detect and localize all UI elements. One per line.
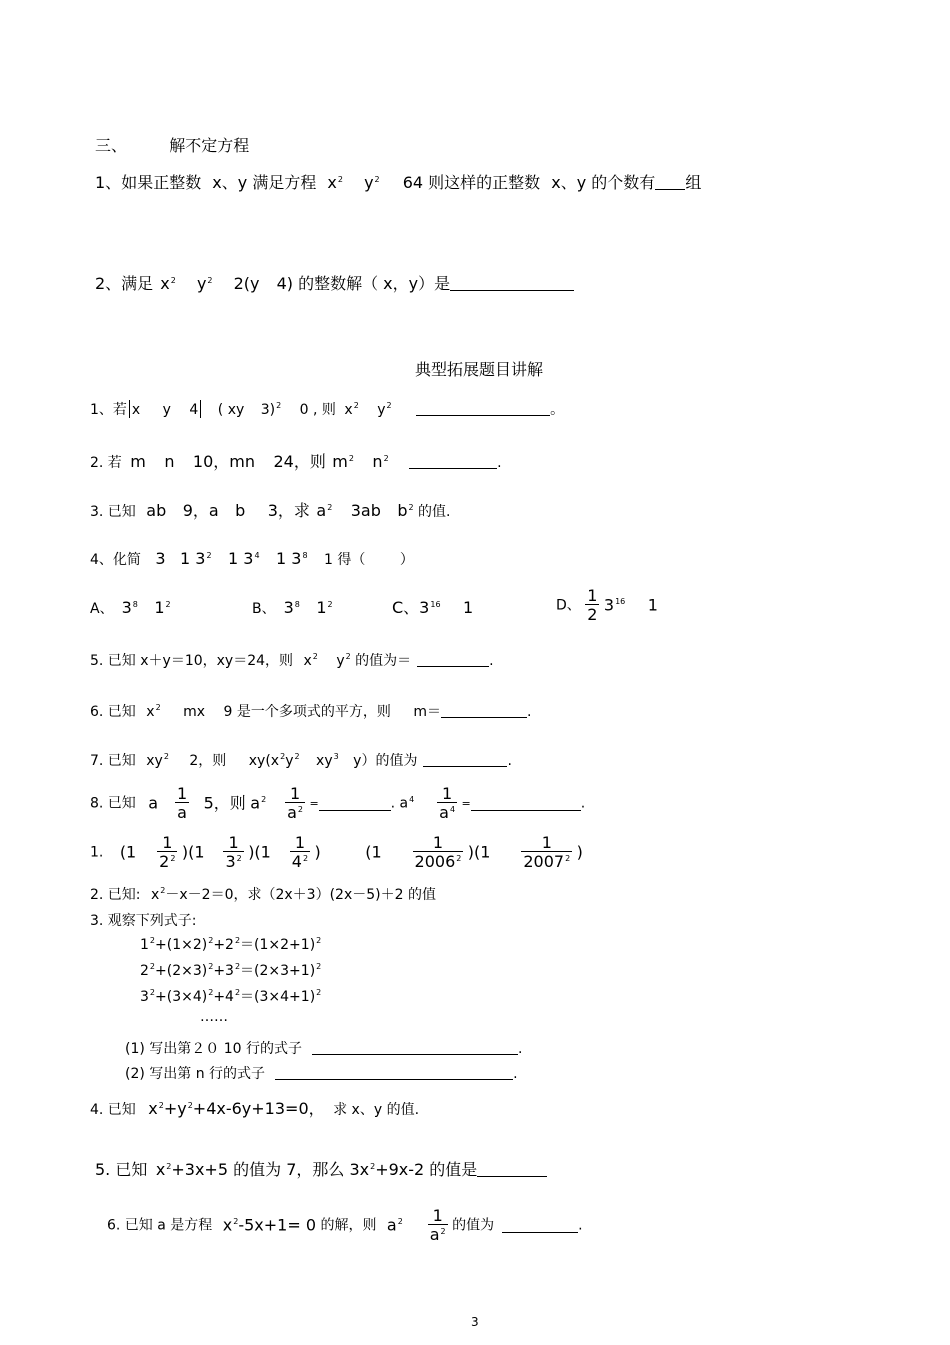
- answer-blank[interactable]: [441, 703, 527, 718]
- answer-blank[interactable]: [319, 796, 391, 811]
- fraction: $\frac{1}{2006^2}$: [414, 833, 462, 871]
- fraction: $\frac{1}{a^4}$: [439, 784, 456, 822]
- answer-blank[interactable]: [417, 652, 489, 667]
- option-a: A、 $3^8$ $1^2$: [90, 598, 171, 617]
- fraction: $\frac{1}{2007^2}$: [523, 833, 571, 871]
- ext-q2: 2. 若 m n 10，mn 24，则 $m^2$ $n^2$ .: [90, 452, 502, 471]
- problem-2: 2. 已知: $x^2-x-2=0$，求（2x＋3）(2x－5)＋2 的值: [90, 886, 436, 903]
- ext-q3: 3. 已知 ab 9，a b 3，求 $a^2$ 3ab $b^2$ 的值.: [90, 501, 451, 520]
- question-1: 1、如果正整数 x、y 满足方程 $x^2$ $y^2$ 64 则这样的正整数 x、y 的个数有 组: [95, 173, 702, 192]
- fraction: $\frac{1}{2^2}$: [159, 833, 176, 871]
- fraction: $\frac{1}{4^2}$: [291, 833, 309, 871]
- fraction: $\frac{1}{a^2}$: [429, 1206, 446, 1244]
- answer-blank[interactable]: [502, 1218, 578, 1233]
- fraction: $\frac{1}{a^2}$: [287, 784, 303, 822]
- answer-blank[interactable]: [423, 752, 507, 767]
- section-heading: [95, 138, 249, 154]
- option-c: C、$3^{16}$ 1: [392, 598, 474, 617]
- ext-q1: 1、若 x y 4 ( xy 3)$^2$ 0 , 则 $x^2$ $y^2$ 。: [90, 401, 565, 418]
- pattern-row: $2^2+(2\times 3)^2+3^2=(2\times 3+1)^2$: [140, 962, 322, 979]
- subquestion-2: (2) 写出第 n 行的式子 .: [125, 1066, 518, 1082]
- fraction: $\frac{1}{a}$: [176, 784, 188, 822]
- page-number: 3: [471, 1315, 479, 1329]
- subquestion-1: (1) 写出第２０ 10 行的式子 .: [125, 1041, 523, 1057]
- answer-blank[interactable]: [450, 276, 574, 291]
- answer-blank[interactable]: [409, 454, 497, 469]
- fraction: $\frac{1}{3^2}$: [225, 833, 242, 871]
- section-number: 三、: [95, 136, 128, 155]
- ext-q4: 4、化简 3 1 $3^2$ 1 $3^4$ 1 $3^8$ 1 得（ ）: [90, 549, 414, 568]
- answer-blank[interactable]: [275, 1065, 513, 1080]
- pattern-row: $3^2+(3\times 4)^2+4^2=(3\times 4+1)^2$: [140, 988, 322, 1005]
- ext-q6: 6. 已知 $x^2$ mx 9 是一个多项式的平方，则 m＝ .: [90, 703, 532, 720]
- question-2: 2、满足 $x^2$ $y^2$ 2(y 4) 的整数解（ x，y）是: [95, 276, 574, 292]
- fraction: $\frac{1}{2}$: [587, 586, 598, 624]
- ext-q7: 7. 已知 $xy^2$ 2，则 $xy(x^2y^2$ $xy^3$ y）的值为 .: [90, 752, 512, 769]
- extension-title: 典型拓展题目讲解: [415, 360, 544, 379]
- pattern-row: $1^2+(1\times 2)^2+2^2=(1\times 2+1)^2$: [140, 936, 322, 953]
- ext-q8: 8. 已知 a $\frac{1}{a}$ 5，则 $a^2$ $\frac{1}{a^2}$ = . $a^4$ $\frac{1}{a^4}$ = .: [90, 784, 586, 822]
- problem-6: 6. 已知 a 是方程 $x^2-5x+1= 0$ 的解，则 $a^2$ $\frac{1}{a^2}$ 的值为 .: [107, 1206, 583, 1244]
- answer-blank[interactable]: [312, 1040, 518, 1055]
- answer-blank[interactable]: [477, 1162, 547, 1177]
- answer-blank[interactable]: [471, 796, 581, 811]
- option-d: D、 $\frac{1}{2}$ $3^{16}$ 1: [556, 586, 658, 624]
- answer-blank[interactable]: [655, 175, 685, 190]
- problem-1: 1. (1 $\frac{1}{2^2}$ )(1 $\frac{1}{3^2}$ )(1 $\frac{1}{4^2}$ ) (1 $\frac{1}{2006^2}$ )(1 $\frac{1}{2007^2}$ ): [90, 833, 583, 871]
- ext-q5: 5. 已知 x＋y＝10，xy＝24，则 $x^2$ $y^2$ 的值为＝ .: [90, 652, 494, 669]
- section-title: 解不定方程: [169, 136, 250, 155]
- answer-blank[interactable]: [416, 401, 550, 416]
- option-b: B、 $3^8$ $1^2$: [252, 598, 333, 617]
- problem-4: 4. 已知 $x^2+y^2+4x-6y+13=0$， 求 x、y 的值.: [90, 1099, 420, 1118]
- ellipsis: ……: [200, 1009, 228, 1025]
- problem-5: 5. 已知 $x^2+3x+5$ 的值为 7，那么 $3x^2+9x-2$ 的值是: [95, 1162, 547, 1178]
- problem-3: 3. 观察下列式子:: [90, 913, 197, 929]
